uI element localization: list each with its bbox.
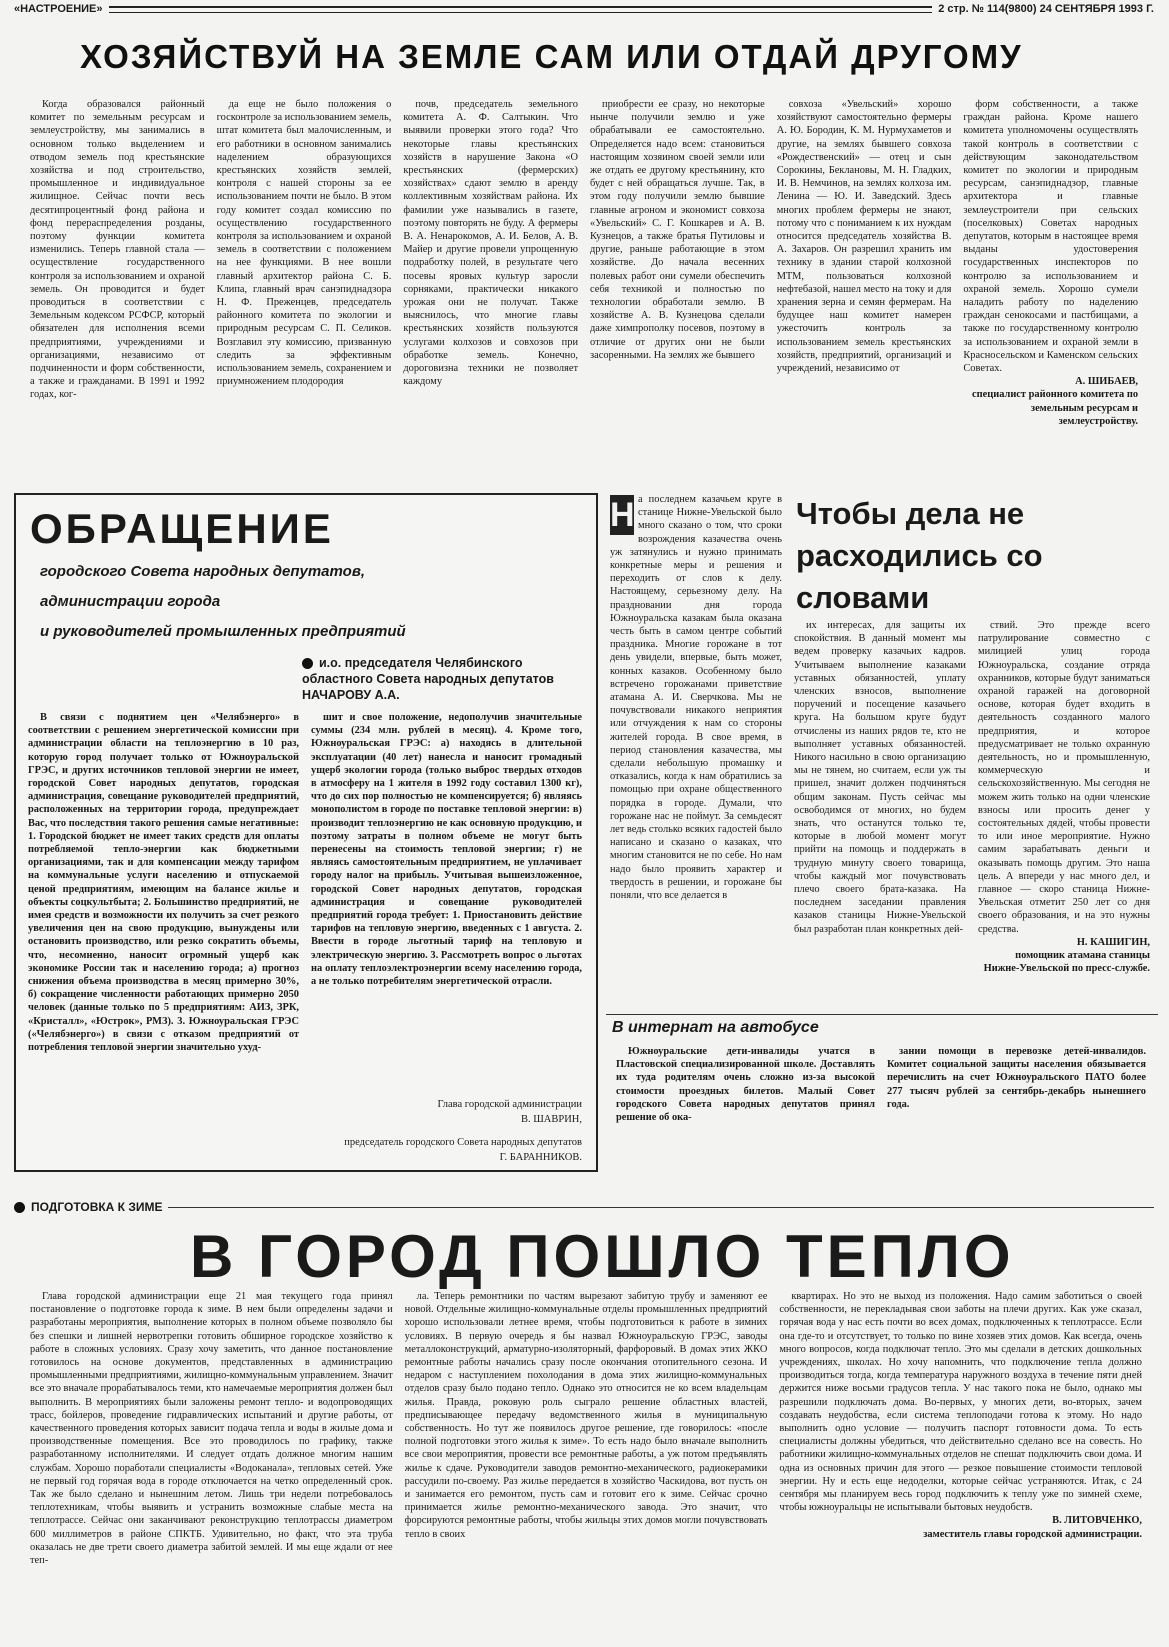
appeal-column-2: шит и свое положение, недополучив значительные суммы (234 млн. рублей в месяц). 4. Кроме того, Южноуральская ГРЭС: а) находясь в длительной эксплуатации (40 лет) нанесла и наносит громадный ущерб экологии города (только выброс твердых отходов в атмосферу на 1 жителя в 1992 году составил 1300 кг), что до сих пор полностью не компенсируется; б) являясь монополистом в городе по поставке тепловой энергии: в) производит теплоэнергию не как основную продукцию, и поэтому затраты в полном объеме не могут быть перенесены на стоимость тепловой энергии; г) не являясь самостоятельным предприятием, не уплачивает городу налог на прибыль. Учитывая вышеизложенное, городской Совет народных депутатов, городская администрация и совещание руководителей предприятий города требует: 1. Приостановить действие тарифов на тепловую энергию, введенных с 1 августа. 2. Ввести в городе льготный тариф на тепловую и электрическую энергию. 3. Рассмотреть вопрос о льготах на оплату теплоэлектроэнергии всему населению города, а не только потребителям энергетической отрасли.: [311, 712, 582, 988]
bus-box: [606, 1014, 1158, 1147]
appeal-addressee: и.о. председателя Челябинского областного Совета народных депутатов НАЧАРОВУ А.А.: [302, 656, 554, 702]
heat-column-1: Глава городской администрации еще 21 мая текущего года принял постановление о подготовке города к зиме. В нем были определены задачи и разработаны мероприятия, выполнение которых в полном объеме позволяло бы без спешки и лишней нервотрепки готовить обширное городское хозяйство к работе в сложных условиях. Сразу хочу заметить, что данное постановление готовилось на основе документов, представленных в администрацию промышленными предприятиями, жилищно-коммунальным управлением. Значит все это вначале прорабатывалось теми, кто намечаемые мероприятия должен был выполнить. В мероприятиях были заложены ремонт тепло- и водопроводящих трасс, бойлеров, проведение гидравлических испытаний и другие работы, от качественного проведения которых зависит подача тепла и воды в жилые дома и производственные помещения. Все это проводилось по графику, также разработанному исполнителями. И следует отдать должное многим нашим службам. Хорошо поработали специалисты «Водоканала», тепловых сетей. Уже не первый год горячая вода в городе отключается на четко определенный срок. Так же было сделано и нынешним летом. Лишь три недели потребовалось теплотехникам, чтобы выявить и устранить возможные слабые места на теплотрассе. Сейчас они заканчивают реконструкцию теплотрассы диаметром 600 миллиметров в районе СПКТБ. Удивительно, но факт, что эта труба оказалась не две трети своего диаметра забитой землей. И мы еще ждали от нее теп-: [30, 1291, 393, 1567]
cossacks-title: Чтобы дела не расходились со словами: [796, 496, 1043, 615]
bullet-icon: [302, 658, 313, 669]
masthead-title: «НАСТРОЕНИЕ»: [14, 3, 103, 15]
bus-column-1: Южноуральские дети-инвалиды учатся в Пластовской специализированной школе. Доставлять их туда родителям очень сложно из-за высокой стоимости проездных билетов. Малый Совет городского Совета народных депутатов принял решение об ока-: [616, 1046, 875, 1124]
article1-column-1: Когда образовался районный комитет по земельным ресурсам и землеустройству, мы занимались в основном только выделением и отводом земель под крестьянские хозяйства и под строительство, промышленное и индивидуальное жилищное. Сейчас почти весь десятипроцентный фонд района и фонд перераспределения розданы, поэтому функции комитета изменились. Теперь главной стала — осуществление государственного контроля за использованием и охраной земель. Он проводится и будет проводиться в соответствии с Земельным кодексом РСФСР, который обязателен для исполнения всеми предприятиями, учреждениями и организациями, независимо от подчиненности и форм собственности, а также и гражданами. В 1991 и 1992 годах, ког-: [30, 99, 205, 401]
article1-column-6: форм собственности, а также граждан района. Кроме нашего комитета уполномочены осуществлять такой контроль в соответствии с действующим законодательством комитет по экологии и природным ресурсам, санэпиднадзор, главные архитектора и главные землеустроители при сельских (поселковых) Советах народных депутатов, которым в настоящее время выданы удостоверения государственных инспекторов по контролю за использованием и охраной земель. Хорошо сумели наладить работу по наделению граждан сенокосами и пастбищами, а также по государственному контролю за использованием и охраной земли в Красносельском и Каменском сельских Советах. А. ШИБАЕВ, специалист районного комитета по земельным ресурсам и землеустройству.: [963, 99, 1139, 427]
appeal-sign1-name: В. ШАВРИН,: [520, 1114, 582, 1125]
article1-column-4: приобрести ее сразу, но некоторые нынче получили землю и уже обрабатывали ее самостоятельно. Определяется надо всем: становиться настоящим хозяином своей земли или же отдать ее другому крестьянину, кто будет с ней обращаться лучше. Так, в этом году получили землю бывшие главные агроном и экономист совхоза «Увельский» С. Г. Кошкарев и А. В. Кузнецов, а также братья Путиловы и другие, раньше работающие в этом хозяйстве. До начала весенних полевых работ они сумели обеспечить себя техникой и полностью по технологии обработали землю. В хозяйстве А. В. Кузнецова сделали даже химпрополку посевов, поэтому в отличие от других они не были засоренными. На землях же бывшего: [590, 99, 765, 361]
bullet-icon: [14, 1202, 25, 1213]
appeal-body: [28, 711, 582, 1091]
cossacks-signature: Н. КАШИГИН,: [1076, 936, 1150, 948]
cossacks-signature-title: помощник атамана станицы Нижне-Увельской по пресс-службе.: [983, 950, 1150, 975]
masthead: [14, 2, 1154, 16]
article1-signature: А. ШИБАЕВ,: [1075, 376, 1139, 388]
heat-signature-title: заместитель главы городской администрации.: [923, 1528, 1143, 1540]
article1-column-5: совхоза «Увельский» хорошо хозяйствуют самостоятельно фермеры А. Ю. Бородин, К. М. Нурмухаметов и другие, на землях бывшего совхоза «Рождественский» — отец и сын Сорокины, Беклановы, М. Н. Гладких, И. В. Немчинов, на землях колхоза им. Ленина — Ю. И. Заведский. Здесь многих проблем фермеры не знают, потому что с пониманием к их нуждам относится председатель хозяйства В. А. Захаров. Он разрешил хранить им технику в здании старой колхозной МТМ, пользоваться колхозной нефтебазой, нашел место на току и для хранения зерна и семян фермерам. На будущее наш комитет намерен ужесточить контроль за использованием земель крестьянских хозяйств, предприятий, организаций и учреждений, независимо от: [776, 99, 952, 375]
appeal-subtitle: городского Совета народных депутатов, администрации города и руководителей промышленных предприятий: [40, 563, 406, 640]
appeal-column-1: В связи с поднятием цен «Челябэнерго» в соответствии с решением энергетической комиссии при администрации области на теплоэнергию в 10 раз, которую город получает только от Южноуральской ГРЭС, и других источников тепловой энергии не имеет, городской Совет народных депутатов, городская администрация, совещание руководителей предприятий, расположенных на территории города, предупреждает Вас, что последствия такого решения самые негативные: 1. Городской бюджет не имеет таких средств для оплаты потребляемой тепло-энергии как бюджетными организациями, так и для компенсации между тарифом на коммунальные услуги населению и отпускаемой ценой предприятиям, имеющим на балансе жилье и объекты соцкультбыта; 2. Большинство предприятий, не имея средств и возможности их получить за счет резкого увеличения цен на свою продукцию, вынуждены или остановить производство, или резко сократить объемы, что, несомненно, наносит огромный ущерб как экономике России так и населению города; а) прогноз снижения объема производства в месяц примерно 30%, б) сокращение численности работающих примерно 2050 человек (данные только по 5 предприятиям: АИЗ, ЗРК, «Кристалл», «Юстрок», РМЗ). 3. Южноуральская ГРЭС («Челябэнерго») в связи с отказом предприятий от потребления тепловой энергии значительно ухуд-: [28, 712, 299, 1054]
cossacks-column-3: ствий. Это прежде всего патрулирование совместно с милицией улиц города Южноуральска, создание отряда охранников, которые будут заниматься охраной гаражей на договорной основе, которая будет входить в деятельность созданного малого предприятия, и которое предусматривает не только охранную деятельность, но и промышленную, коммерческую и сельскохозяйственную. Мы сегодня не можем жить только на одни членские взносы или просить денег у состоятельных дядей, чтобы провести то или иное мероприятие. Нужно самим зарабатывать деньги и оказывать помощь другим. Это наша цель. А впереди у нас много дел, и главное — скоро станица Нижне-Увельская отметит 250 лет со дня своего образования, и на это нужны средства. Н. КАШИГИН, помощник атамана станицы Нижне-Увельской по пресс-службе.: [978, 620, 1150, 975]
article1-body: [30, 98, 1138, 468]
heat-body: [30, 1290, 1142, 1640]
article1-headline: ХОЗЯЙСТВУЙ НА ЗЕМЛЕ САМ ИЛИ ОТДАЙ ДРУГОМУ: [80, 38, 1023, 75]
appeal-signatures: Глава городской администрации В. ШАВРИН, председатель городского Совета народных депутатов Г. БАРАННИКОВ.: [316, 1097, 582, 1165]
cossacks-column-2: их интересах, для защиты их спокойствия. В данный момент мы ведем проверку казачьих кадров. Учитываем выполнение казаками уставных обязанностей, уплату членских взносов, выполнение поручений и посещение казачьего круга. На большом круге будут отчислены из наших рядов те, кто не выполняет уставных обязанностей. Никого насильно в свою организацию мы не тянем, но считаем, если уж ты пришел, значит должен подчиняться общим законам. Пусть сейчас мы освободимся от многих, но будем знать, что останутся только те, которые в любой момент могут прийти на помощь и поддержать в трудную минуту своего товарища, чтобы каждый мог почувствовать плечо своего брата-казака. На последнем заседании правления казаков станицы Нижне-Увельской был разработан план конкретных дей-: [794, 620, 966, 935]
appeal-box: [14, 493, 598, 1172]
heat-column-2: ла. Теперь ремонтники по частям вырезают забитую трубу и заменяют ее новой. Отдельные жилищно-коммунальные отделы промышленных предприятий хорошо использовали летнее время, чтобы подготовиться к работе в зимних условиях. В первую очередь я бы назвал Южноуральскую ГРЭС, заводы металлоконструкций, арматурно-изоляторный, фарфоровый. В домах этих ЖКО ремонтные работы начались сразу после окончания отопительного сезона. И недаром с наступлением похолодания в дома этих жилищно-коммунальных отделов сразу было подано тепло. Однако это относится не ко всем владельцам жилья. Правда, роковую роль сыграло решение областных властей, предписывающее передачу ведомственного жилья в муниципальную собственность. Но тут же появилось другое решение, где говорилось: «после полной подготовки этого жилья к зиме». То есть надо было вначале выполнить все свои мероприятия, провести все ремонтные работы, а уж потом предъявлять жилье к сдаче. Руководители заводов ремонтно-механического, радиокерамики рассудили по-своему. Раз жилье передается в хозяйство Часкидова, вот пусть он и занимается его ремонтом, пусть сам и готовит его к зиме. Сейчас срочно принимается жилье ремонтно-механического завода. Это значит, что форсируются ремонтные работы, чтобы жильцы этих домов могли почувствовать тепло в своих: [404, 1291, 768, 1540]
heat-headline: В ГОРОД ПОШЛО ТЕПЛО: [190, 1223, 1015, 1290]
bus-body: [616, 1045, 1146, 1141]
cossacks-column-1: Н а последнем казачьем круге в станице Нижне-Увельской было много сказано о том, что сроки возрождения казачества очень уж затянулись и нужно принимать конкретные меры и решения и переходить от слов к делу. Настоящему, серьезному делу. На праздновании дня города Южноуральска казакам была оказана честь быть в самом центре событий праздника. Многие горожане в тот день увидели, впервые, быть может, конных казаков. Особенному было встречено горожанами приветствие атамана А. И. Сверчкова. Мы не почувствовали никакого неприятия или отчуждения к нам со стороны жителей города. В свое время, в период становления казачества, мы сделали небольшую промашку и отказались, когда к нам обратились за помощью при охране общественного порядка в городе. Думали, что горожане нас не поймут. За семьдесят лет ведь столько всяких гадостей было написано и сказано о казаках, что многим становится не по себе. Но нам надо было проявить характер и твердость в решении, и горожане бы поняли, что все делается в: [610, 494, 782, 902]
heat-column-3: квартирах. Но это не выход из положения. Надо самим заботиться о своей собственности, не перекладывая свои заботы на плечи других. Как уже сказал, горячая вода у нас есть почти во всех домах, подключенных к теплотрассе. Если она где-то и отсутствует, то только по вине хозяев этих домов. Как всегда, очень много вопросов, когда подключат тепло. Это мы сделали в детских дошкольных учреждениях, школах. Но хочу напомнить, что подключение тепла должно производиться тогда, когда температура наружного воздуха в течение пяти дней держится ниже восьми градусов тепла. У нас такого пока не было, однако мы разрешили подключать дома. Во-первых, у многих дети, во-вторых, зачем создавать неудобства, если система теплоподачи готова к этому. Но надо выполнить одно условие — получить паспорт готовности дома. То есть специалисты должны убедиться, что действительно сделано все на совесть. Но работники жилищно-коммунальных отделов не спешат подключить свои дома. И одна из основных причин для этого — резкое повышение стоимости тепловой энергии. Ну и есть еще недоделки, которые сейчас устраняются. Итак, с 24 сентября мы планируем весь город подключить к теплу уже по зимней схеме, чтобы южноуральцы не испытывали бытовых неудобств. В. ЛИТОВЧЕНКО, заместитель главы городской администрации.: [779, 1291, 1143, 1540]
dropcap: Н: [610, 496, 635, 534]
heat-signature: В. ЛИТОВЧЕНКО,: [1052, 1515, 1143, 1527]
cossacks-body: [610, 493, 1150, 998]
article1-column-2: да еще не было положения о госконтроле за использованием земель, штат комитета был малочисленным, и его работники в основном занимались наделением образующихся крестьянских хозяйств землей, контроля с нашей стороны за ее использованием почти не было. В этом году комитет создал комиссию по осуществлению государственного контроля за использованием и охраной земель в соответствии с положением на нее функциями. В нее вошли главный архитектор района С. Б. Клипа, главный врач санэпиднадзора Н. Ф. Преженцев, председатель районного комитета по экологии и природным ресурсам С. П. Селиков. Возглавил эту комиссию, призванную следить за эффективным использованием земель, сохранением и приумножением плодородия: [216, 99, 392, 388]
appeal-title: ОБРАЩЕНИЕ: [30, 505, 334, 552]
masthead-issue: 2 стр. № 114(9800) 24 СЕНТЯБРЯ 1993 Г.: [938, 3, 1154, 15]
cossacks-article: [610, 493, 1150, 998]
article1-column-3: почв, председатель земельного комитета А. Ф. Салтыкин. Что выявили проверки этого года? Что некоторые главы крестьянских хозяйств в нарушение Закона «О крестьянских (фермерских) хозяйствах» сдают землю в аренду коллективным хозяйствам района. Их фамилии уже назывались в газете, поэтому повторять не буду. А фермеры В. А. Ненарокомов, А. И. Белов, А. В. Майер и другие провели упрощенную подработку полей, в результате чего посевы яровых культур заросли сорняками, практически никакого урожая они не получат. Также выяснилось, что многие главы крестьянских хозяйств пользуются услугами колхозов и совхозов при обработке земель. Конечно, дороговизна техники не позволяет каждому: [403, 99, 579, 388]
bus-rubric: В интернат на автобусе: [612, 1019, 819, 1036]
masthead-rule: [109, 6, 933, 13]
bus-column-2: зании помощи в перевозке детей-инвалидов. Комитет социальной защиты населения обязывается перечислить на счет Южноуральского ПАТО более 277 тысяч рублей за сентябрь-декабрь нынешнего года.: [887, 1046, 1146, 1110]
appeal-sign2-name: Г. БАРАННИКОВ.: [499, 1152, 582, 1163]
heat-section-label: ПОДГОТОВКА К ЗИМЕ: [14, 1200, 1154, 1214]
article1-signature-title: специалист районного комитета по земельным ресурсам и землеустройству.: [972, 389, 1139, 427]
